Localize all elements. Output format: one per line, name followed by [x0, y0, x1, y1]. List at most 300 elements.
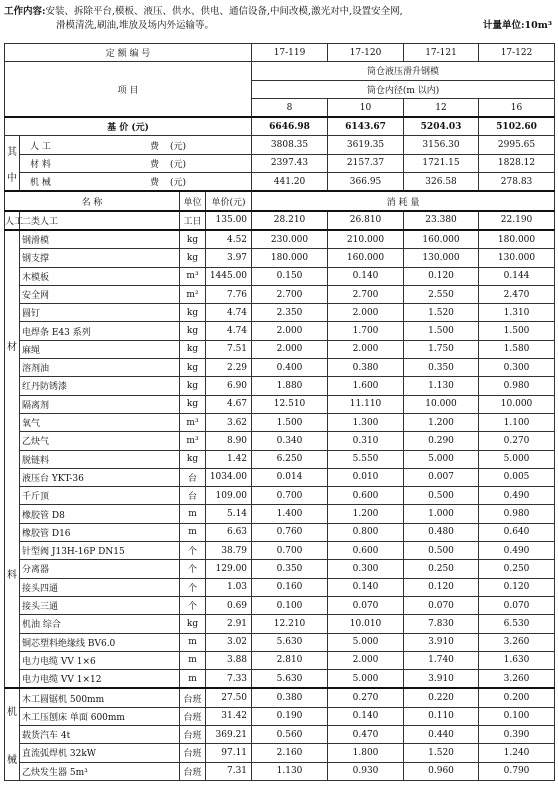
- row-price: 1.03: [206, 578, 252, 596]
- row-price: 3.62: [206, 413, 252, 431]
- breakdown-value: 3808.35: [252, 136, 328, 154]
- row-value: 0.560: [252, 725, 328, 743]
- row-unit: m³: [180, 413, 206, 431]
- row-value: 0.100: [252, 596, 328, 614]
- row-name: 载货汽车 4t: [20, 725, 180, 743]
- row-name: 木模板: [20, 267, 180, 285]
- col-price-header: 单价(元): [206, 191, 252, 210]
- row-unit: 个: [180, 560, 206, 578]
- row-value: 0.930: [328, 762, 404, 780]
- base-price-cell: 5204.03: [404, 117, 479, 136]
- material-row: [5, 230, 555, 249]
- row-value: 0.490: [479, 487, 555, 505]
- breakdown-value: 441.20: [252, 173, 328, 192]
- row-unit: 个: [180, 578, 206, 596]
- base-price-cell: 6143.67: [328, 117, 404, 136]
- row-unit: m: [180, 505, 206, 523]
- col-unit-header: 单位: [180, 191, 206, 210]
- breakdown-row: [5, 154, 555, 172]
- row-value: 26.810: [328, 211, 404, 230]
- row-unit: 台班: [180, 725, 206, 743]
- row-unit: kg: [180, 359, 206, 377]
- row-value: 1.500: [479, 322, 555, 340]
- row-unit: kg: [180, 450, 206, 468]
- row-value: 0.490: [479, 542, 555, 560]
- row-value: 0.800: [328, 523, 404, 541]
- row-value: 1.100: [479, 413, 555, 431]
- measurement-unit: 计量单位:10m³: [483, 20, 552, 31]
- breakdown-unit: (元): [170, 159, 187, 170]
- material-char: 料: [7, 569, 17, 581]
- base-price-row: [5, 117, 555, 136]
- row-value: 1.400: [252, 505, 328, 523]
- row-value: 160.000: [328, 249, 404, 267]
- row-unit: kg: [180, 304, 206, 322]
- row-value: 1.800: [328, 744, 404, 762]
- breakdown-label: 材 料: [30, 159, 51, 170]
- row-value: 1.500: [252, 413, 328, 431]
- row-price: 3.88: [206, 651, 252, 669]
- row-price: 2.91: [206, 615, 252, 633]
- row-name: 针型阀 J13H-16P DN15: [20, 542, 180, 560]
- breakdown-value: 1828.12: [479, 154, 555, 172]
- row-name: 氧气: [20, 413, 180, 431]
- machine-char: 机: [7, 707, 17, 719]
- machine-row: [5, 725, 555, 743]
- row-value: 5.550: [328, 450, 404, 468]
- row-value: 2.000: [328, 651, 404, 669]
- row-value: 0.980: [479, 377, 555, 395]
- row-price: 1.42: [206, 450, 252, 468]
- row-value: 0.380: [328, 359, 404, 377]
- row-value: 0.480: [404, 523, 479, 541]
- work-content-text-1: 安装、拆除平台,模板、液压、供水、供电、通信设备,中间改模,激光对中,设置安全网,: [45, 6, 403, 17]
- row-price: 7.51: [206, 340, 252, 358]
- machine-group-label: [5, 688, 20, 780]
- breakdown-unit: (元): [170, 141, 187, 152]
- labor-row: [5, 211, 555, 230]
- row-value: 5.630: [252, 633, 328, 651]
- row-value: 10.000: [404, 395, 479, 413]
- row-price: 2.29: [206, 359, 252, 377]
- row-unit: m: [180, 670, 206, 689]
- row-name: 钢支撑: [20, 249, 180, 267]
- row-value: 1.740: [404, 651, 479, 669]
- breakdown-row: [5, 136, 555, 154]
- row-value: 0.010: [328, 468, 404, 486]
- row-value: 2.810: [252, 651, 328, 669]
- row-price: 1445.00: [206, 267, 252, 285]
- of-which-label: [5, 136, 20, 191]
- quota-table: [4, 43, 555, 781]
- row-value: 0.007: [404, 468, 479, 486]
- row-unit: m²: [180, 285, 206, 303]
- of-which-char: 其: [7, 146, 17, 158]
- item-label: 项 目: [5, 62, 252, 117]
- machine-row: [5, 688, 555, 707]
- row-value: 0.120: [479, 578, 555, 596]
- row-unit: kg: [180, 340, 206, 358]
- row-price: 4.74: [206, 304, 252, 322]
- row-value: 5.000: [328, 633, 404, 651]
- code-cell: 17-121: [404, 44, 479, 62]
- row-value: 1.200: [328, 505, 404, 523]
- row-value: 10.010: [328, 615, 404, 633]
- row-unit: kg: [180, 615, 206, 633]
- material-row: [5, 633, 555, 651]
- row-value: 3.910: [404, 633, 479, 651]
- row-value: 0.760: [252, 523, 328, 541]
- row-value: 0.270: [479, 432, 555, 450]
- row-value: 0.140: [328, 578, 404, 596]
- row-value: 0.600: [328, 542, 404, 560]
- breakdown-value: 278.83: [479, 173, 555, 192]
- material-row: [5, 670, 555, 689]
- row-value: 0.640: [479, 523, 555, 541]
- row-name: 分离器: [20, 560, 180, 578]
- work-content-line-1: [4, 5, 554, 19]
- material-row: [5, 505, 555, 523]
- row-unit: 工日: [180, 211, 206, 230]
- row-value: 3.910: [404, 670, 479, 689]
- row-name: 橡胶管 D8: [20, 505, 180, 523]
- row-unit: m: [180, 633, 206, 651]
- row-unit: m³: [180, 432, 206, 450]
- col-name-header: 名 称: [5, 191, 180, 210]
- work-content-header: [4, 5, 554, 33]
- material-row: [5, 651, 555, 669]
- row-value: 2.550: [404, 285, 479, 303]
- row-value: 1.200: [404, 413, 479, 431]
- row-value: 230.000: [252, 230, 328, 249]
- row-price: 0.69: [206, 596, 252, 614]
- row-value: 1.310: [479, 304, 555, 322]
- material-row: [5, 304, 555, 322]
- row-price: 6.63: [206, 523, 252, 541]
- row-value: 2.000: [252, 340, 328, 358]
- row-value: 5.630: [252, 670, 328, 689]
- diameter-cell: 10: [328, 98, 404, 117]
- row-price: 109.00: [206, 487, 252, 505]
- row-value: 3.260: [479, 633, 555, 651]
- breakdown-value: 3156.30: [404, 136, 479, 154]
- category-label: 筒仓液压滑升钢模: [252, 62, 555, 80]
- row-unit: 台班: [180, 762, 206, 780]
- breakdown-value: 1721.15: [404, 154, 479, 172]
- row-value: 0.400: [252, 359, 328, 377]
- material-row: [5, 468, 555, 486]
- diameter-cell: 16: [479, 98, 555, 117]
- row-value: 2.160: [252, 744, 328, 762]
- row-unit: 台: [180, 468, 206, 486]
- row-unit: m: [180, 523, 206, 541]
- row-value: 0.070: [404, 596, 479, 614]
- row-name: 麻绳: [20, 340, 180, 358]
- breakdown-fee: 费: [150, 159, 160, 170]
- row-value: 180.000: [252, 249, 328, 267]
- row-price: 7.31: [206, 762, 252, 780]
- material-row: [5, 395, 555, 413]
- row-name: 乙炔气: [20, 432, 180, 450]
- row-value: 0.005: [479, 468, 555, 486]
- row-value: 1.000: [404, 505, 479, 523]
- row-name: 电焊条 E43 系列: [20, 322, 180, 340]
- row-unit: 台班: [180, 744, 206, 762]
- row-value: 0.790: [479, 762, 555, 780]
- diameter-label: 筒仓内径(m 以内): [252, 80, 555, 98]
- row-value: 1.500: [404, 322, 479, 340]
- row-price: 38.79: [206, 542, 252, 560]
- material-row: [5, 578, 555, 596]
- row-value: 1.880: [252, 377, 328, 395]
- row-value: 0.014: [252, 468, 328, 486]
- row-value: 0.070: [328, 596, 404, 614]
- row-name: 木工压刨床 单面 600mm: [20, 707, 180, 725]
- row-value: 0.310: [328, 432, 404, 450]
- row-value: 0.270: [328, 688, 404, 707]
- row-name: 乙炔发生器 5m³: [20, 762, 180, 780]
- row-value: 130.000: [404, 249, 479, 267]
- base-price-label: 基 价 (元): [5, 117, 252, 136]
- row-value: 0.700: [252, 487, 328, 505]
- row-value: 5.000: [328, 670, 404, 689]
- row-name: 红丹防锈漆: [20, 377, 180, 395]
- diameter-cell: 8: [252, 98, 328, 117]
- machine-row: [5, 707, 555, 725]
- row-value: 0.290: [404, 432, 479, 450]
- row-price: 6.90: [206, 377, 252, 395]
- row-value: 0.440: [404, 725, 479, 743]
- material-row: [5, 560, 555, 578]
- material-row: [5, 322, 555, 340]
- row-value: 0.700: [252, 542, 328, 560]
- row-value: 0.144: [479, 267, 555, 285]
- quota-code-label: 定 额 编 号: [5, 44, 252, 62]
- row-value: 5.000: [479, 450, 555, 468]
- breakdown-value: 366.95: [328, 173, 404, 192]
- row-unit: 个: [180, 542, 206, 560]
- row-unit: kg: [180, 230, 206, 249]
- row-value: 1.520: [404, 304, 479, 322]
- diameter-cell: 12: [404, 98, 479, 117]
- row-value: 0.350: [252, 560, 328, 578]
- row-value: 7.830: [404, 615, 479, 633]
- row-price: 1034.00: [206, 468, 252, 486]
- column-header-row: [5, 191, 555, 210]
- code-cell: 17-122: [479, 44, 555, 62]
- row-price: 4.67: [206, 395, 252, 413]
- breakdown-row: [5, 173, 555, 192]
- material-row: [5, 596, 555, 614]
- row-name: 二类人工: [20, 211, 180, 230]
- row-value: 180.000: [479, 230, 555, 249]
- row-value: 0.600: [328, 487, 404, 505]
- row-value: 1.240: [479, 744, 555, 762]
- machine-row: [5, 744, 555, 762]
- material-row: [5, 267, 555, 285]
- row-value: 0.500: [404, 487, 479, 505]
- row-value: 2.700: [252, 285, 328, 303]
- row-value: 28.210: [252, 211, 328, 230]
- material-row: [5, 523, 555, 541]
- machine-char: 械: [7, 755, 17, 767]
- breakdown-name: [20, 136, 252, 154]
- row-value: 0.150: [252, 267, 328, 285]
- breakdown-value: 2995.65: [479, 136, 555, 154]
- row-value: 0.200: [479, 688, 555, 707]
- breakdown-name: [20, 173, 252, 192]
- row-value: 0.140: [328, 267, 404, 285]
- row-value: 2.000: [328, 340, 404, 358]
- base-price-cell: 6646.98: [252, 117, 328, 136]
- breakdown-label: 机 械: [30, 178, 51, 189]
- row-value: 0.390: [479, 725, 555, 743]
- row-value: 11.110: [328, 395, 404, 413]
- row-price: 7.76: [206, 285, 252, 303]
- row-value: 0.140: [328, 707, 404, 725]
- row-unit: kg: [180, 249, 206, 267]
- row-name: 脱链料: [20, 450, 180, 468]
- row-value: 1.300: [328, 413, 404, 431]
- row-value: 0.190: [252, 707, 328, 725]
- row-value: 22.190: [479, 211, 555, 230]
- row-value: 0.300: [328, 560, 404, 578]
- row-name: 圆钉: [20, 304, 180, 322]
- row-value: 160.000: [404, 230, 479, 249]
- row-name: 铜芯塑料绝缘线 BV6.0: [20, 633, 180, 651]
- row-value: 23.380: [404, 211, 479, 230]
- breakdown-fee: 费: [150, 141, 160, 152]
- row-price: 369.21: [206, 725, 252, 743]
- row-price: 27.50: [206, 688, 252, 707]
- row-price: 3.97: [206, 249, 252, 267]
- row-value: 2.000: [328, 304, 404, 322]
- material-row: [5, 285, 555, 303]
- category-row: [5, 62, 555, 80]
- breakdown-name: [20, 154, 252, 172]
- row-price: 4.74: [206, 322, 252, 340]
- row-value: 1.630: [479, 651, 555, 669]
- row-name: 木工圆锯机 500mm: [20, 688, 180, 707]
- row-value: 0.070: [479, 596, 555, 614]
- of-which-char: 中: [7, 172, 17, 184]
- material-row: [5, 359, 555, 377]
- row-name: 机油 综合: [20, 615, 180, 633]
- row-unit: 台班: [180, 688, 206, 707]
- quota-code-row: [5, 44, 555, 62]
- row-price: 4.52: [206, 230, 252, 249]
- breakdown-value: 2397.43: [252, 154, 328, 172]
- row-name: 接头三通: [20, 596, 180, 614]
- row-value: 1.130: [404, 377, 479, 395]
- material-row: [5, 487, 555, 505]
- row-value: 6.250: [252, 450, 328, 468]
- breakdown-value: 326.58: [404, 173, 479, 192]
- row-value: 0.470: [328, 725, 404, 743]
- row-value: 0.110: [404, 707, 479, 725]
- row-value: 0.340: [252, 432, 328, 450]
- row-name: 直流弧焊机 32kW: [20, 744, 180, 762]
- row-value: 0.220: [404, 688, 479, 707]
- row-value: 0.120: [404, 267, 479, 285]
- material-row: [5, 377, 555, 395]
- row-name: 电力电缆 VV 1×6: [20, 651, 180, 669]
- row-unit: m³: [180, 267, 206, 285]
- row-value: 0.160: [252, 578, 328, 596]
- row-value: 1.600: [328, 377, 404, 395]
- breakdown-value: 3619.35: [328, 136, 404, 154]
- material-char: 材: [7, 341, 17, 353]
- base-price-cell: 5102.60: [479, 117, 555, 136]
- row-name: 隔离剂: [20, 395, 180, 413]
- row-unit: m: [180, 651, 206, 669]
- row-name: 溶剂油: [20, 359, 180, 377]
- row-value: 5.000: [404, 450, 479, 468]
- material-row: [5, 615, 555, 633]
- row-price: 8.90: [206, 432, 252, 450]
- row-value: 1.130: [252, 762, 328, 780]
- col-consumption-header: 消 耗 量: [252, 191, 555, 210]
- row-value: 0.500: [404, 542, 479, 560]
- material-row: [5, 542, 555, 560]
- work-content-label: 工作内容:: [4, 6, 46, 17]
- row-value: 1.750: [404, 340, 479, 358]
- row-value: 210.000: [328, 230, 404, 249]
- row-unit: 台班: [180, 707, 206, 725]
- row-name: 接头四通: [20, 578, 180, 596]
- work-content-text-2: 滑模清洗,刷油,堆放及场内外运输等。: [56, 20, 215, 31]
- row-value: 0.980: [479, 505, 555, 523]
- breakdown-fee: 费: [150, 178, 160, 189]
- row-unit: kg: [180, 395, 206, 413]
- row-value: 0.350: [404, 359, 479, 377]
- breakdown-unit: (元): [170, 178, 187, 189]
- row-value: 2.700: [328, 285, 404, 303]
- row-value: 1.700: [328, 322, 404, 340]
- row-value: 12.510: [252, 395, 328, 413]
- row-value: 0.300: [479, 359, 555, 377]
- row-value: 2.350: [252, 304, 328, 322]
- row-price: 97.11: [206, 744, 252, 762]
- code-cell: 17-120: [328, 44, 404, 62]
- material-row: [5, 432, 555, 450]
- row-value: 0.250: [404, 560, 479, 578]
- row-value: 6.530: [479, 615, 555, 633]
- breakdown-value: 2157.37: [328, 154, 404, 172]
- row-price: 129.00: [206, 560, 252, 578]
- row-price: 135.00: [206, 211, 252, 230]
- material-row: [5, 340, 555, 358]
- row-price: 7.33: [206, 670, 252, 689]
- row-value: 0.100: [479, 707, 555, 725]
- row-name: 千斤顶: [20, 487, 180, 505]
- row-value: 0.960: [404, 762, 479, 780]
- material-row: [5, 249, 555, 267]
- row-price: 3.02: [206, 633, 252, 651]
- row-value: 3.260: [479, 670, 555, 689]
- material-row: [5, 450, 555, 468]
- row-unit: kg: [180, 377, 206, 395]
- row-value: 130.000: [479, 249, 555, 267]
- row-name: 液压台 YKT-36: [20, 468, 180, 486]
- row-name: 橡胶管 D16: [20, 523, 180, 541]
- row-value: 0.250: [479, 560, 555, 578]
- row-name: 钢滑模: [20, 230, 180, 249]
- row-value: 10.000: [479, 395, 555, 413]
- row-unit: 个: [180, 596, 206, 614]
- row-value: 0.380: [252, 688, 328, 707]
- material-row: [5, 413, 555, 431]
